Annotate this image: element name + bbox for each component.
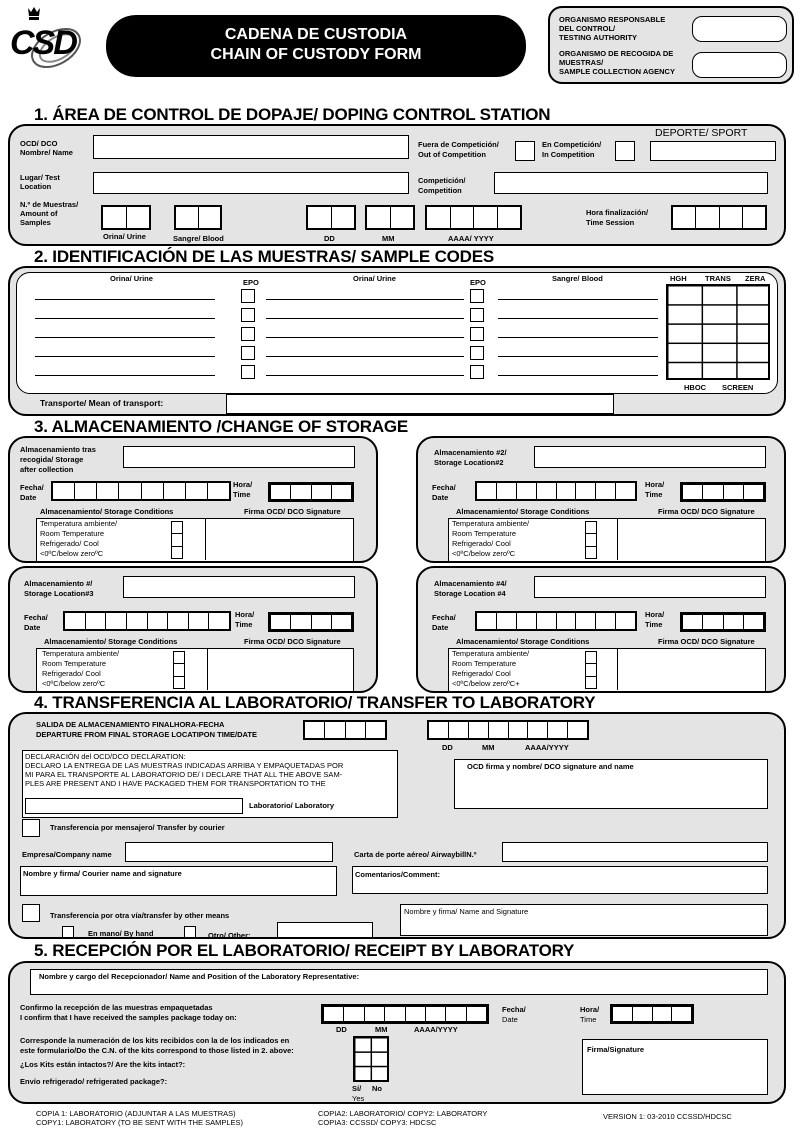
- time-label-2: Time: [645, 620, 663, 629]
- dco-signature-label: OCD firma y nombre/ DCO signature and name: [467, 762, 634, 771]
- date-label-2: Date: [24, 623, 41, 632]
- time-label-2: Time: [645, 490, 663, 499]
- screen-label: SCREEN: [722, 383, 754, 392]
- signature-label: Firma OCD/ DCO Signature: [658, 507, 755, 516]
- receipt-time-label-2: Time: [580, 1015, 597, 1024]
- urine-count-boxes[interactable]: [101, 205, 151, 230]
- title-es: CADENA DE CUSTODIA: [224, 26, 408, 43]
- dco-name-field[interactable]: [93, 135, 409, 159]
- yyyy-label: AAAA/YYYY: [525, 743, 569, 752]
- storage1-date-boxes[interactable]: [51, 481, 231, 501]
- authority-panel: [548, 6, 794, 84]
- location-label-2: Location: [20, 182, 52, 191]
- storage4-time-boxes[interactable]: [680, 612, 766, 632]
- storage2-time-boxes[interactable]: [680, 482, 766, 502]
- comment-label: Comentarios/Comment:: [355, 870, 441, 879]
- storage4-date-boxes[interactable]: [475, 611, 637, 631]
- urine-code-line-2[interactable]: [266, 318, 464, 319]
- condition-checkboxes[interactable]: [171, 521, 183, 559]
- storage3-conditions-box: [36, 648, 354, 692]
- storage2-date-boxes[interactable]: [475, 481, 637, 501]
- company-label: Empresa/Company name: [22, 850, 112, 859]
- competition-label-2: Competition: [418, 186, 462, 195]
- storage1-label-2: recogida/ Storage: [20, 455, 84, 464]
- name-signature-label: Nombre y firma/ Name and Signature: [404, 907, 529, 916]
- other-means-checkbox[interactable]: [22, 904, 40, 922]
- section3-title: 3. ALMACENAMIENTO /CHANGE OF STORAGE: [34, 417, 409, 436]
- cond-room-label-2: Room Temperature: [42, 659, 107, 668]
- out-of-competition-label-2: Out of Competition: [418, 150, 486, 159]
- condition-checkboxes[interactable]: [585, 651, 597, 689]
- epo-col-label-2: EPO: [470, 278, 486, 287]
- time-label: Hora/: [645, 480, 665, 489]
- courier-signature-label: Nombre y firma/ Courier name and signature: [23, 869, 182, 878]
- airwaybill-label: Carta de porte aéreo/ AirwaybillN.º: [354, 850, 477, 859]
- lab-signature-label: Firma/Signature: [587, 1045, 645, 1054]
- org-rec-line3: SAMPLE COLLECTION AGENCY: [559, 67, 675, 76]
- other-means-label: Transferencia por otra vía/transfer by other means: [50, 911, 230, 920]
- signature-label: Firma OCD/ DCO Signature: [244, 637, 341, 646]
- cond-room-label-2: Room Temperature: [452, 529, 517, 538]
- blood-col-label: Sangre/ Blood: [552, 274, 603, 283]
- departure-label: SALIDA DE ALMACENAMIENTO FINALHORA-FECHA: [36, 720, 225, 729]
- collection-agency-field[interactable]: [692, 52, 787, 78]
- cond-room-label-2: Room Temperature: [40, 529, 105, 538]
- ocd-label-2: Nombre/ Name: [20, 148, 73, 157]
- section2-title: 2. IDENTIFICACIÓN DE LAS MUESTRAS/ SAMPLE CODES: [34, 247, 495, 266]
- storage1-label: Almacenamiento tras: [20, 445, 96, 454]
- urine-code-line[interactable]: [35, 318, 215, 319]
- trans-label: TRANS: [705, 274, 731, 283]
- time-label: Hora/: [645, 610, 665, 619]
- by-hand-checkbox[interactable]: [62, 926, 74, 938]
- time-label-2: Time: [235, 620, 253, 629]
- cond-room-label: Temperatura ambiente/: [452, 649, 530, 658]
- org-resp-line3: TESTING AUTHORITY: [559, 33, 638, 42]
- yes-label: Sí/: [352, 1084, 362, 1093]
- section4-panel: [8, 712, 786, 939]
- test-location-field[interactable]: [93, 172, 409, 194]
- by-hand-label: En mano/ By hand: [88, 929, 154, 938]
- copy1-es: COPIA 1: LABORATORIO (ADJUNTAR A LAS MUESTRAS): [36, 1109, 236, 1118]
- section5-title: 5. RECEPCIÓN POR EL LABORATORIO/ RECEIPT BY LABORATORY: [34, 941, 575, 960]
- org-rec-line1: ORGANISMO DE RECOGIDA DE: [559, 49, 674, 58]
- conditions-label: Almacenamiento/ Storage Conditions: [44, 637, 178, 646]
- cond-cool-label: Refrigerado/ Cool: [452, 669, 511, 678]
- out-of-competition-label: Fuera de Competición/: [418, 140, 499, 149]
- signature-area[interactable]: [617, 649, 618, 690]
- mm-label: MM: [382, 234, 395, 243]
- receipt-time-label: Hora/: [580, 1005, 600, 1014]
- name-signature-field[interactable]: [400, 904, 768, 936]
- correspond-label: Corresponde la numeración de los kits recibidos con la de los indicados en: [20, 1036, 290, 1045]
- section2-panel: [8, 266, 786, 416]
- storage-location-2: [416, 436, 786, 563]
- laboratory-field[interactable]: [25, 798, 243, 814]
- urine-col-label: Orina/ Urine: [110, 274, 153, 283]
- epo-checkbox-2[interactable]: [470, 327, 484, 341]
- storage3-time-boxes[interactable]: [268, 612, 354, 632]
- declaration-line2: DECLARO LA ENTREGA DE LAS MUESTRAS INDICADAS ARRIBA Y EMPAQUETADAS POR: [25, 761, 344, 770]
- departure-label-2: DEPARTURE FROM FINAL STORAGE LOCATIPON TIME/DATE: [36, 730, 257, 739]
- storage3-date-boxes[interactable]: [63, 611, 231, 631]
- refrigerated-label: Envío refrigerado/ refrigerated package?:: [20, 1077, 168, 1086]
- cond-frozen-label: <0ºC/below zeroºC: [42, 679, 106, 688]
- correspond-label-2: este formulario/Do the C.N. of the kits correspond to those listed in 2. above:: [20, 1046, 294, 1055]
- epo-checkbox[interactable]: [241, 346, 255, 360]
- other-label: Otro/ Other:: [208, 931, 251, 940]
- title-banner: [106, 15, 526, 77]
- airwaybill-field[interactable]: [502, 842, 768, 862]
- urine-label: Orina/ Urine: [103, 232, 146, 241]
- storage3-label-2: Storage Location#3: [24, 589, 94, 598]
- org-resp-line1: ORGANISMO RESPONSABLE: [559, 15, 666, 24]
- cond-room-label: Temperatura ambiente/: [42, 649, 120, 658]
- cond-frozen-label: <0ºC/below zeroºC+: [452, 679, 520, 688]
- year-boxes[interactable]: [425, 205, 522, 230]
- urine-code-line[interactable]: [35, 356, 215, 357]
- storage1-time-boxes[interactable]: [268, 482, 354, 502]
- logo-text: CSD: [10, 24, 76, 62]
- epo-checkbox-2[interactable]: [470, 308, 484, 322]
- urine-code-line[interactable]: [35, 337, 215, 338]
- lab-signature-field[interactable]: [582, 1039, 768, 1095]
- dd-label: DD: [442, 743, 453, 752]
- urine-col-label-2: Orina/ Urine: [353, 274, 396, 283]
- hgh-label: HGH: [670, 274, 687, 283]
- storage4-label-2: Storage Location #4: [434, 589, 506, 598]
- samples-label: N.º de Muestras/: [20, 200, 79, 209]
- signature-area[interactable]: [207, 649, 208, 690]
- epo-checkbox[interactable]: [241, 308, 255, 322]
- date-label-2: Date: [432, 623, 449, 632]
- testing-authority-field[interactable]: [692, 16, 787, 42]
- time-label: Hora/: [235, 610, 255, 619]
- cond-room-label-2: Room Temperature: [452, 659, 517, 668]
- blood-code-line[interactable]: [498, 356, 658, 357]
- sport-field[interactable]: [650, 141, 776, 161]
- out-of-competition-checkbox[interactable]: [515, 141, 535, 161]
- conditions-label: Almacenamiento/ Storage Conditions: [40, 507, 174, 516]
- declaration-line4: PLES ARE PRESENT AND I HAVE PACKAGED THEM FOR TRANSPORTATION TO THE: [25, 779, 326, 788]
- other-checkbox[interactable]: [184, 926, 196, 938]
- copy1-en: COPY1: LABORATORY (TO BE SENT WITH THE SAMPLES): [36, 1118, 243, 1127]
- other-field[interactable]: [277, 922, 373, 938]
- storage-location-1: [8, 436, 378, 563]
- signature-area[interactable]: [205, 519, 206, 560]
- competition-field[interactable]: [494, 172, 768, 194]
- cond-frozen-label: <0ºC/below zeroºC: [40, 549, 104, 558]
- session-time-boxes[interactable]: [671, 205, 767, 230]
- urine-code-line[interactable]: [35, 375, 215, 376]
- section5-panel: [8, 961, 786, 1104]
- storage2-label: Almacenamiento #2/: [434, 448, 507, 457]
- confirm-label: Confirmo la recepción de las muestras empaquetadas: [20, 1003, 213, 1012]
- comment-field[interactable]: [352, 866, 768, 894]
- samples-label-3: Samples: [20, 218, 51, 227]
- storage2-conditions-box: [448, 518, 766, 562]
- company-field[interactable]: [125, 842, 333, 862]
- blood-code-line[interactable]: [498, 375, 658, 376]
- location-label: Lugar/ Test: [20, 173, 60, 182]
- org-rec-line2: MUESTRAS/: [559, 58, 604, 67]
- signature-label: Firma OCD/ DCO Signature: [658, 637, 755, 646]
- sport-label: DEPORTE/ SPORT: [655, 127, 748, 139]
- signature-area[interactable]: [617, 519, 618, 560]
- copy2: COPIA2: LABORATORIO/ COPY2: LABORATORY: [318, 1109, 488, 1118]
- section1-title: 1. ÁREA DE CONTROL DE DOPAJE/ DOPING CONTROL STATION: [34, 105, 551, 124]
- date-label: Fecha/: [24, 613, 48, 622]
- storage-location-3: [8, 566, 378, 693]
- mm-label: MM: [375, 1025, 388, 1034]
- declaration-box: [22, 750, 398, 818]
- urine-code-line-2[interactable]: [266, 356, 464, 357]
- storage4-field[interactable]: [534, 576, 766, 598]
- dco-signature-field[interactable]: [454, 759, 768, 809]
- storage3-field[interactable]: [123, 576, 355, 598]
- courier-label: Transferencia por mensajero/ Transfer by courier: [50, 823, 225, 832]
- urine-code-line-2[interactable]: [266, 299, 464, 300]
- yyyy-label: AAAA/YYYY: [414, 1025, 458, 1034]
- urine-code-line-2[interactable]: [266, 337, 464, 338]
- month-boxes[interactable]: [365, 205, 415, 230]
- title-en: CHAIN OF CUSTODY FORM: [210, 46, 422, 63]
- conditions-label: Almacenamiento/ Storage Conditions: [456, 637, 590, 646]
- laboratory-label: Laboratorio/ Laboratory: [249, 801, 335, 810]
- storage2-field[interactable]: [534, 446, 766, 468]
- blood-code-line[interactable]: [498, 337, 658, 338]
- dd-label: DD: [324, 234, 335, 243]
- transport-field[interactable]: [226, 394, 614, 414]
- no-label: No: [372, 1084, 382, 1093]
- session-time-label-2: Time Session: [586, 218, 635, 227]
- org-resp-line2: DEL CONTROL/: [559, 24, 616, 33]
- storage4-label: Almacenamiento #4/: [434, 579, 507, 588]
- receipt-date-label: Fecha/: [502, 1005, 526, 1014]
- storage2-label-2: Storage Location#2: [434, 458, 504, 467]
- receipt-date-boxes[interactable]: [321, 1004, 489, 1024]
- signature-label: Firma OCD/ DCO Signature: [244, 507, 341, 516]
- date-label: Fecha/: [432, 483, 456, 492]
- cond-cool-label: Refrigerado/ Cool: [40, 539, 99, 548]
- mm-label: MM: [482, 743, 495, 752]
- epo-checkbox[interactable]: [241, 327, 255, 341]
- epo-checkbox-2[interactable]: [470, 289, 484, 303]
- in-competition-checkbox[interactable]: [615, 141, 635, 161]
- version-label: VERSION 1: 03-2010 CCSSD/HDCSC: [603, 1112, 732, 1121]
- departure-date-boxes[interactable]: [427, 720, 589, 740]
- storage1-field[interactable]: [123, 446, 355, 468]
- cond-cool-label: Refrigerado/ Cool: [452, 539, 511, 548]
- condition-checkboxes[interactable]: [585, 521, 597, 559]
- date-label-2: Date: [432, 493, 449, 502]
- csd-logo: [8, 4, 86, 72]
- epo-checkbox[interactable]: [241, 365, 255, 379]
- declaration-line3: MI PARA EL TRANSPORTE AL LABORATORIO DE/ I DECLARE THAT ALL THE ABOVE SAM-: [25, 770, 343, 779]
- samples-label-2: Amount of: [20, 209, 58, 218]
- storage-location-4: [416, 566, 786, 693]
- lab-representative-label: Nombre y cargo del Recepcionador/ Name and Position of the Laboratory Representative:: [39, 972, 360, 981]
- blood-code-line[interactable]: [498, 318, 658, 319]
- in-competition-label-2: In Competition: [542, 150, 595, 159]
- receipt-date-label-2: Date: [502, 1015, 518, 1024]
- condition-checkboxes[interactable]: [173, 651, 185, 689]
- blood-code-line[interactable]: [498, 299, 658, 300]
- storage1-label-3: after collection: [20, 465, 74, 474]
- cond-room-label: Temperatura ambiente/: [452, 519, 530, 528]
- courier-signature-field[interactable]: [20, 866, 337, 896]
- urine-code-line[interactable]: [35, 299, 215, 300]
- transport-label: Transporte/ Mean of transport:: [40, 398, 164, 408]
- date-label: Fecha/: [20, 483, 44, 492]
- date-label: Fecha/: [432, 613, 456, 622]
- copy3: COPIA3: CCSSD/ COPY3: HDCSC: [318, 1118, 437, 1127]
- section4-title: 4. TRANSFERENCIA AL LABORATORIO/ TRANSFER TO LABORATORY: [34, 693, 596, 712]
- competition-label: Competición/: [418, 176, 466, 185]
- blood-label: Sangre/ Blood: [173, 234, 224, 243]
- yes-label-en: Yes: [352, 1094, 365, 1103]
- session-time-label: Hora finalización/: [586, 208, 649, 217]
- epo-checkbox-2[interactable]: [470, 365, 484, 379]
- declaration-line1: DECLARACIÓN del OCD/DCO DECLARATION:: [25, 752, 186, 761]
- confirm-label-2: I confirm that I have received the samples package today on:: [20, 1013, 237, 1022]
- time-label: Hora/: [233, 480, 253, 489]
- courier-checkbox[interactable]: [22, 819, 40, 837]
- storage1-conditions-box: [36, 518, 354, 562]
- cond-cool-label: Refrigerado/ Cool: [42, 669, 101, 678]
- hboc-label: HBOC: [684, 383, 707, 392]
- receipt-time-boxes[interactable]: [610, 1004, 694, 1024]
- blood-count-boxes[interactable]: [174, 205, 222, 230]
- in-competition-label: En Competición/: [542, 140, 602, 149]
- date-label-2: Date: [20, 493, 37, 502]
- lab-representative-field[interactable]: [30, 969, 768, 995]
- epo-checkbox[interactable]: [241, 289, 255, 303]
- yyyy-label: AAAA/ YYYY: [448, 234, 494, 243]
- conditions-label: Almacenamiento/ Storage Conditions: [456, 507, 590, 516]
- zera-label: ZERA: [745, 274, 766, 283]
- cond-room-label: Temperatura ambiente/: [40, 519, 118, 528]
- cond-frozen-label: <0ºC/below zeroºC: [452, 549, 516, 558]
- time-label-2: Time: [233, 490, 251, 499]
- ocd-label: OCD/ DCO: [20, 139, 58, 148]
- analysis-grid[interactable]: [666, 284, 770, 380]
- urine-code-line-2[interactable]: [266, 375, 464, 376]
- section1-panel: [8, 124, 786, 246]
- storage3-label: Almacenamiento #/: [24, 579, 93, 588]
- storage4-conditions-box: [448, 648, 766, 692]
- epo-checkbox-2[interactable]: [470, 346, 484, 360]
- yes-no-grid[interactable]: [353, 1036, 389, 1082]
- day-boxes[interactable]: [306, 205, 356, 230]
- intact-label: ¿Los Kits están intactos?/ Are the kits intact?:: [20, 1060, 186, 1069]
- epo-col-label-1: EPO: [243, 278, 259, 287]
- departure-time-boxes[interactable]: [303, 720, 387, 740]
- dd-label: DD: [336, 1025, 347, 1034]
